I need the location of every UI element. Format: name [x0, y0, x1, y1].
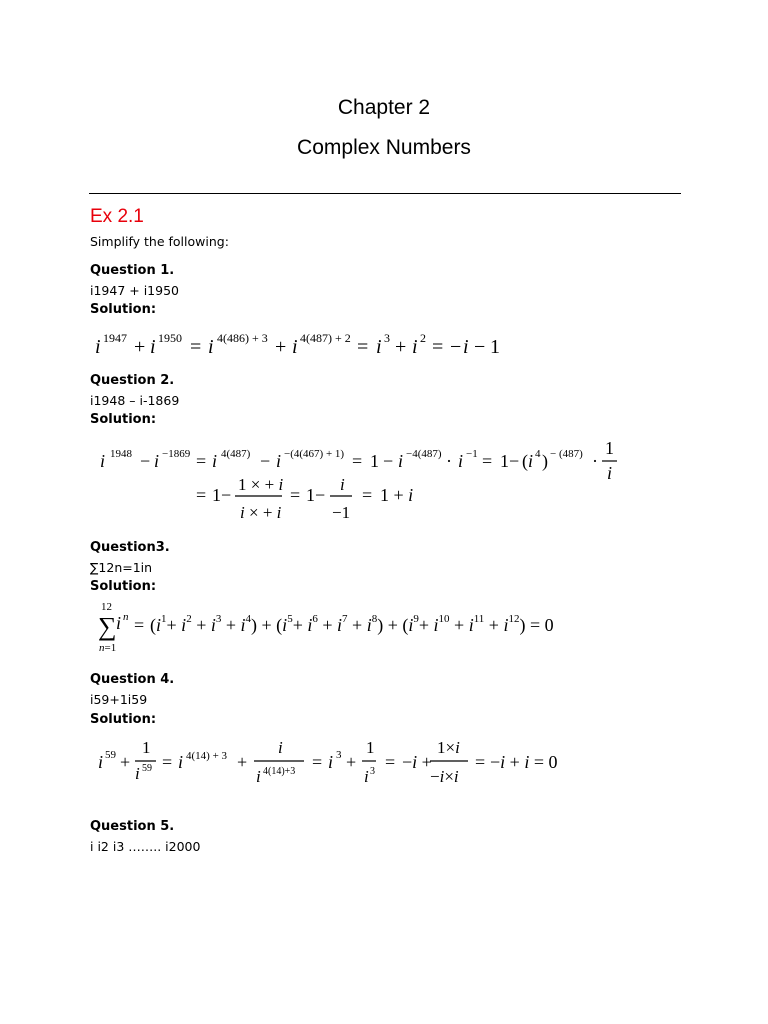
- question-4-solution-label: Solution:: [90, 712, 157, 727]
- svg-text:i: i: [340, 475, 345, 494]
- svg-text:1−: 1−: [306, 485, 326, 505]
- svg-text:−4(487): −4(487): [406, 448, 442, 460]
- question-3-label: Question3.: [90, 540, 170, 555]
- svg-text:−: −: [260, 451, 271, 471]
- svg-text:59: 59: [142, 763, 152, 774]
- svg-text:i: i: [328, 752, 334, 772]
- svg-text:+: +: [134, 336, 146, 358]
- svg-text:1: 1: [142, 738, 151, 757]
- svg-text:=: =: [362, 485, 373, 505]
- svg-text:i: i: [208, 336, 214, 358]
- svg-text:i: i: [463, 336, 469, 358]
- svg-text:=: =: [357, 336, 369, 358]
- svg-text:−i + i = 0: −i + i = 0: [490, 752, 558, 772]
- question-4-expression: i59+1i59: [90, 692, 148, 707]
- svg-text:1947: 1947: [103, 331, 127, 345]
- svg-text:): ): [542, 451, 548, 471]
- question-3-solution-label: Solution:: [90, 579, 157, 594]
- svg-text:i: i: [256, 767, 261, 786]
- svg-text:=: =: [385, 752, 396, 772]
- question-2-solution-label: Solution:: [90, 412, 157, 427]
- svg-text:1: 1: [605, 438, 614, 458]
- section-divider: [89, 193, 681, 194]
- question-1-solution-math: [90, 325, 520, 361]
- chapter-title: Chapter 2: [337, 96, 431, 119]
- exercise-heading: Ex 2.1: [90, 206, 144, 227]
- svg-text:3: 3: [384, 331, 390, 345]
- svg-text:i: i: [292, 336, 298, 358]
- svg-text:=: =: [134, 615, 145, 635]
- question-1-expression: i1947 + i1950: [90, 283, 179, 298]
- svg-text:−i +: −i +: [402, 752, 432, 772]
- svg-text:−1869: −1869: [162, 448, 191, 460]
- svg-text:=: =: [482, 451, 493, 471]
- svg-text:=: =: [196, 451, 207, 471]
- svg-text:(: (: [522, 451, 528, 471]
- svg-text:=: =: [352, 451, 363, 471]
- svg-text:−: −: [474, 336, 486, 358]
- svg-text:1948: 1948: [110, 448, 132, 460]
- svg-text:1−: 1−: [500, 451, 520, 471]
- svg-text:i: i: [278, 738, 283, 757]
- svg-text:+: +: [237, 752, 248, 772]
- question-3-solution-math: [90, 598, 570, 658]
- svg-text:=: =: [196, 485, 207, 505]
- svg-text:i: i: [276, 451, 282, 471]
- svg-text:59: 59: [105, 749, 116, 761]
- svg-text:·: ·: [592, 451, 598, 471]
- svg-text:1950: 1950: [158, 331, 182, 345]
- svg-text:−1: −1: [466, 448, 478, 460]
- question-1-label: Question 1.: [90, 263, 175, 278]
- svg-text:n=1: n=1: [99, 642, 117, 654]
- svg-text:i: i: [100, 451, 106, 471]
- svg-text:4(14)+3: 4(14)+3: [263, 766, 296, 777]
- question-5-expression: i i2 i3 …….. i2000: [90, 839, 201, 854]
- svg-text:+: +: [395, 336, 407, 358]
- svg-text:+: +: [120, 752, 131, 772]
- svg-text:12: 12: [101, 601, 112, 613]
- svg-text:−1: −1: [332, 503, 351, 522]
- svg-text:−i×i: −i×i: [430, 767, 459, 786]
- svg-text:=: =: [475, 752, 486, 772]
- svg-text:1−: 1−: [212, 485, 232, 505]
- svg-text:(i1+ i2 + i3 + i4) + (i5+ i6 +: $(i^1+ i^2 + i^3 + i^4) + (i^5+ i^6 + i^7 + i^8) + (i^9+ i^{10} + i^{11} + i^{12}) = 0$: [150, 613, 554, 635]
- svg-text:=: =: [312, 752, 323, 772]
- question-4-label: Question 4.: [90, 672, 175, 687]
- svg-text:=: =: [190, 336, 202, 358]
- chapter-subtitle: Complex Numbers: [297, 136, 471, 159]
- svg-text:i: i: [607, 463, 613, 483]
- question-1-solution-label: Solution:: [90, 302, 157, 317]
- svg-text:=: =: [432, 336, 444, 358]
- svg-text:i × + i: i × + i: [240, 503, 282, 522]
- svg-text:−: −: [140, 451, 151, 471]
- svg-text:1: 1: [370, 451, 379, 471]
- svg-text:1×i: 1×i: [437, 738, 460, 757]
- svg-text:i: i: [364, 767, 369, 786]
- svg-text:∑: ∑: [98, 612, 117, 641]
- exercise-instruction: Simplify the following:: [90, 234, 229, 249]
- svg-text:−(4(467) + 1): −(4(467) + 1): [284, 448, 345, 460]
- question-4-solution-math: [90, 735, 570, 795]
- svg-text:i: i: [135, 764, 140, 783]
- question-2-expression: i1948 – i-1869: [90, 393, 180, 408]
- svg-text:1: 1: [366, 738, 375, 757]
- svg-text:1 × + i: 1 × + i: [238, 475, 284, 494]
- svg-text:i: i: [412, 336, 418, 358]
- svg-text:1: 1: [490, 336, 500, 358]
- svg-text:3: 3: [336, 749, 342, 761]
- svg-text:i: i: [154, 451, 160, 471]
- svg-text:− (487): − (487): [550, 448, 583, 460]
- svg-text:i: i: [178, 752, 184, 772]
- svg-text:i: i: [150, 336, 156, 358]
- svg-text:−: −: [450, 336, 462, 358]
- svg-text:+: +: [275, 336, 287, 358]
- svg-text:4: 4: [535, 448, 541, 460]
- svg-text:+: +: [346, 752, 357, 772]
- svg-text:4(487): 4(487): [221, 448, 251, 460]
- svg-text:2: 2: [420, 331, 426, 345]
- svg-text:1 + i: 1 + i: [380, 485, 414, 505]
- question-2-solution-math: [90, 434, 630, 526]
- svg-text:i: i: [528, 451, 534, 471]
- svg-text:i: i: [376, 336, 382, 358]
- svg-text:i: i: [212, 451, 218, 471]
- svg-text:=: =: [162, 752, 173, 772]
- svg-text:−: −: [383, 451, 394, 471]
- svg-text:i: i: [458, 451, 464, 471]
- svg-text:4(486) + 3: 4(486) + 3: [217, 331, 268, 345]
- question-5-label: Question 5.: [90, 819, 175, 834]
- svg-text:i: i: [116, 613, 122, 633]
- svg-text:n: n: [123, 611, 129, 623]
- svg-text:i: i: [98, 752, 104, 772]
- svg-text:3: 3: [370, 766, 375, 777]
- question-3-expression: ∑12n=1in: [90, 560, 153, 575]
- svg-text:i: i: [398, 451, 404, 471]
- svg-text:·: ·: [446, 451, 452, 471]
- svg-text:=: =: [290, 485, 301, 505]
- svg-text:4(487) + 2: 4(487) + 2: [300, 331, 351, 345]
- question-2-label: Question 2.: [90, 373, 175, 388]
- svg-text:4(14) + 3: 4(14) + 3: [186, 750, 228, 762]
- svg-text:i: i: [95, 336, 101, 358]
